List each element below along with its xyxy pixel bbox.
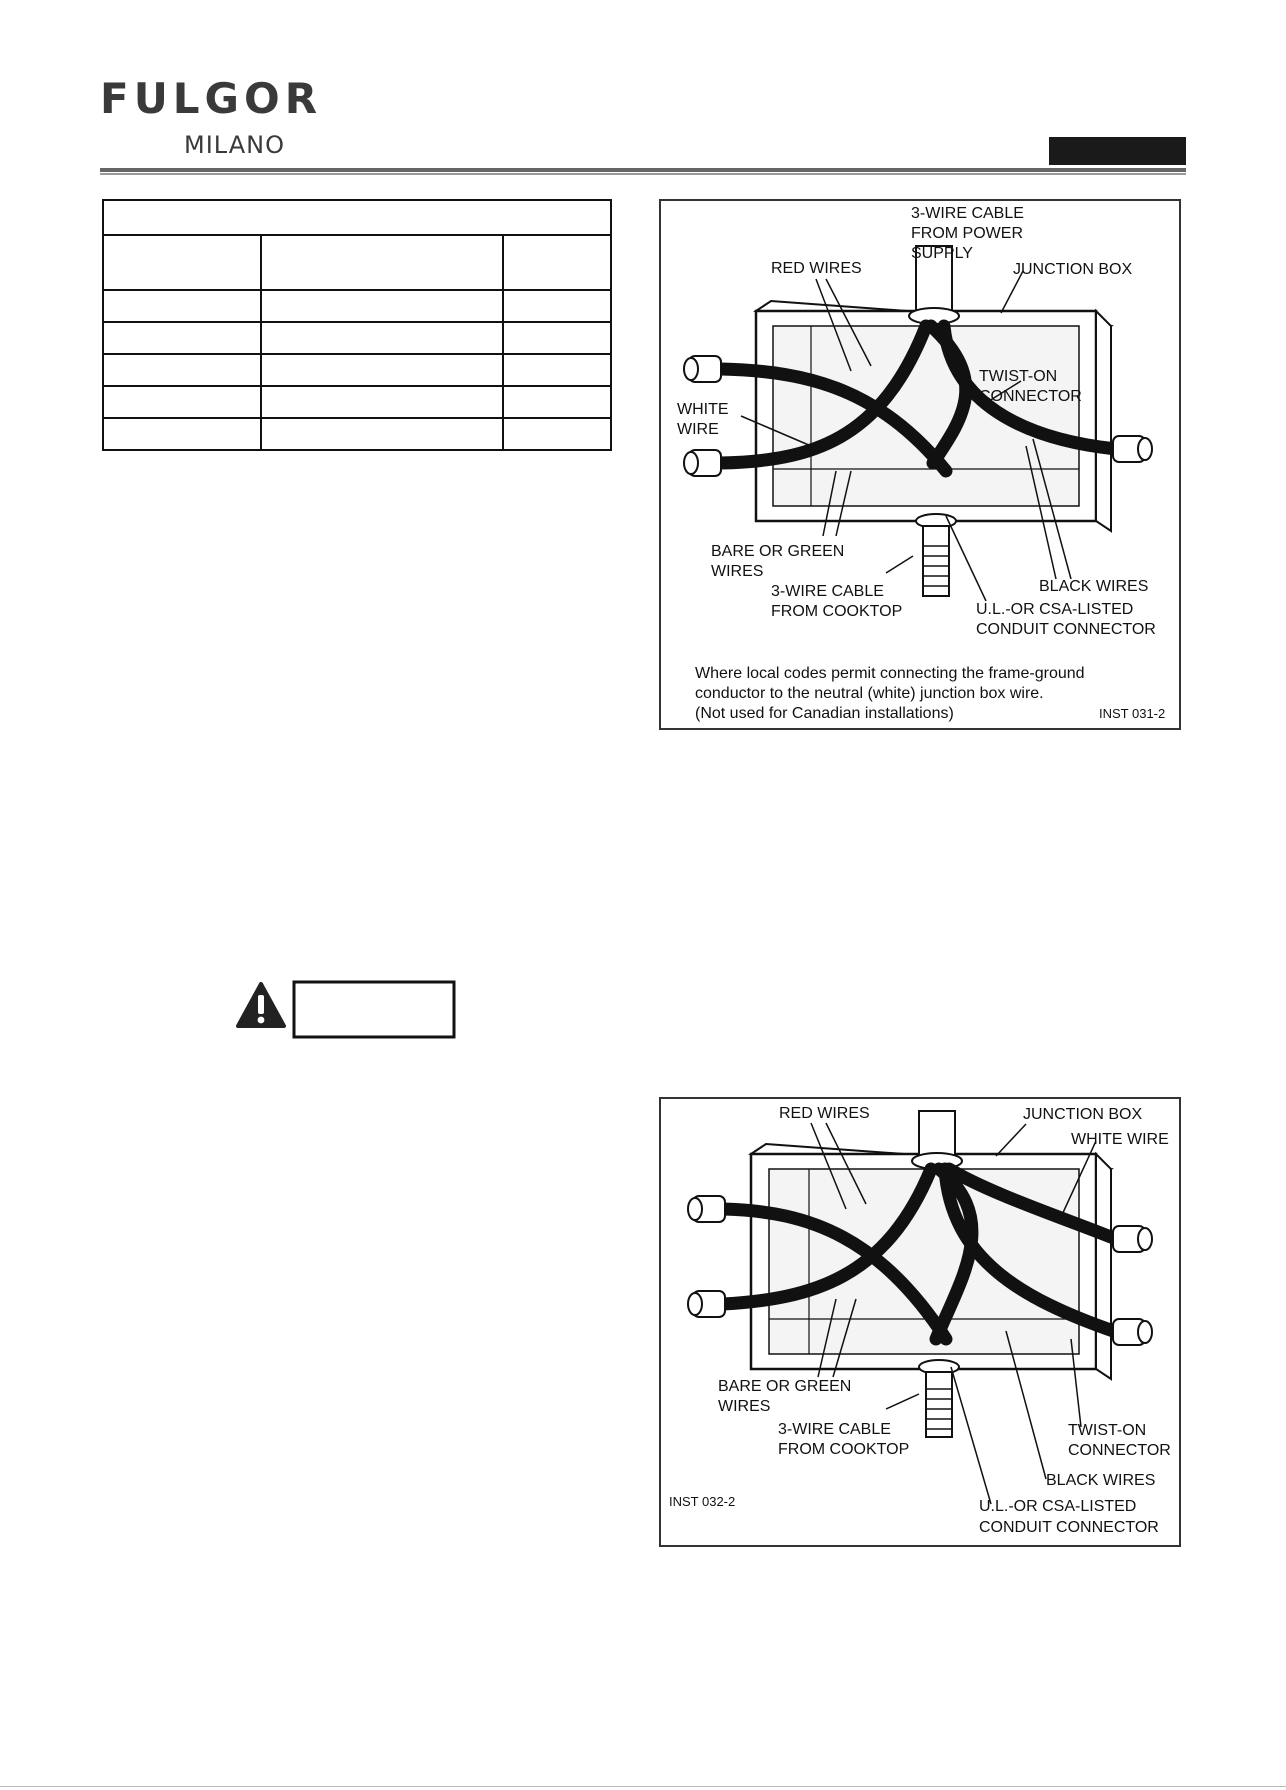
brand-subtitle: MILANO xyxy=(184,131,285,159)
label-red-wires: RED WIRES xyxy=(771,260,862,277)
table-cell xyxy=(103,322,261,354)
header-tab xyxy=(1049,137,1186,165)
table-cell xyxy=(261,235,503,290)
label-junction-box: JUNCTION BOX xyxy=(1023,1106,1143,1123)
label-bare-green-line1: BARE OR GREEN xyxy=(711,543,845,560)
note-line1: Where local codes permit connecting the frame-ground xyxy=(695,665,1085,682)
label-black-wires: BLACK WIRES xyxy=(1046,1472,1156,1489)
table-header-row xyxy=(103,235,611,290)
table-cell xyxy=(261,354,503,386)
table-cell xyxy=(503,418,611,450)
label-conduit-line1: U.L.-OR CSA-LISTED xyxy=(979,1498,1137,1515)
table-cell xyxy=(103,200,611,235)
note-line3: (Not used for Canadian installations) xyxy=(695,705,954,722)
table-row xyxy=(103,322,611,354)
label-twist-on-line1: TWIST-ON xyxy=(979,368,1058,385)
table-row xyxy=(103,354,611,386)
label-cooktop-cable-line1: 3-WIRE CABLE xyxy=(778,1421,891,1438)
table-cell xyxy=(261,418,503,450)
figure-code: INST 031-2 xyxy=(1099,706,1166,721)
label-conduit-line1: U.L.-OR CSA-LISTED xyxy=(976,601,1134,618)
label-cooktop-cable-line2: FROM COOKTOP xyxy=(778,1441,910,1458)
table-cell xyxy=(103,418,261,450)
spec-table xyxy=(102,199,612,451)
table-cell xyxy=(503,354,611,386)
footer-rule xyxy=(0,1786,1286,1787)
warning-label-box xyxy=(294,982,454,1037)
note-line2: conductor to the neutral (white) junction box wire. xyxy=(695,685,1044,702)
label-black-wires: BLACK WIRES xyxy=(1039,578,1149,595)
table-row xyxy=(103,290,611,322)
label-white-wire-line1: WHITE xyxy=(677,401,729,418)
table-cell xyxy=(261,290,503,322)
supply-cable xyxy=(912,1111,962,1169)
table-row xyxy=(103,386,611,418)
label-cooktop-cable-line1: 3-WIRE CABLE xyxy=(771,583,884,600)
warning-badge xyxy=(236,980,456,1040)
wiring-diagram-grounded xyxy=(659,199,1181,730)
brand-logo: FULGOR xyxy=(100,74,323,123)
label-twist-on-line2: CONNECTOR xyxy=(979,388,1082,405)
table-cell xyxy=(261,322,503,354)
table-cell xyxy=(503,235,611,290)
table-cell xyxy=(261,386,503,418)
label-bare-green-line2: WIRES xyxy=(718,1398,771,1415)
warning-triangle-icon xyxy=(238,984,284,1026)
label-conduit-line2: CONDUIT CONNECTOR xyxy=(979,1519,1159,1536)
table-title-row xyxy=(103,200,611,235)
label-bare-green-line1: BARE OR GREEN xyxy=(718,1378,852,1395)
header-rule xyxy=(100,168,1186,176)
conduit-connector xyxy=(916,514,956,596)
table-cell xyxy=(503,290,611,322)
table-row xyxy=(103,418,611,450)
table-cell xyxy=(103,235,261,290)
label-twist-on-line1: TWIST-ON xyxy=(1068,1422,1147,1439)
figure-code: INST 032-2 xyxy=(669,1494,736,1509)
table-cell xyxy=(503,386,611,418)
label-supply-cable-line2: FROM POWER xyxy=(911,225,1023,242)
table-cell xyxy=(103,290,261,322)
table-cell xyxy=(103,354,261,386)
label-bare-green-line2: WIRES xyxy=(711,563,764,580)
label-white-wire-line2: WIRE xyxy=(677,421,719,438)
label-cooktop-cable-line2: FROM COOKTOP xyxy=(771,603,903,620)
label-junction-box: JUNCTION BOX xyxy=(1013,261,1133,278)
label-white-wire: WHITE WIRE xyxy=(1071,1131,1169,1148)
label-conduit-line2: CONDUIT CONNECTOR xyxy=(976,621,1156,638)
label-supply-cable-line3: SUPPLY xyxy=(911,245,973,262)
wiring-diagram-four-wire xyxy=(659,1097,1181,1547)
label-twist-on-line2: CONNECTOR xyxy=(1068,1442,1171,1459)
table-cell xyxy=(503,322,611,354)
label-red-wires: RED WIRES xyxy=(779,1105,870,1122)
label-supply-cable-line1: 3-WIRE CABLE xyxy=(911,205,1024,222)
table-cell xyxy=(103,386,261,418)
